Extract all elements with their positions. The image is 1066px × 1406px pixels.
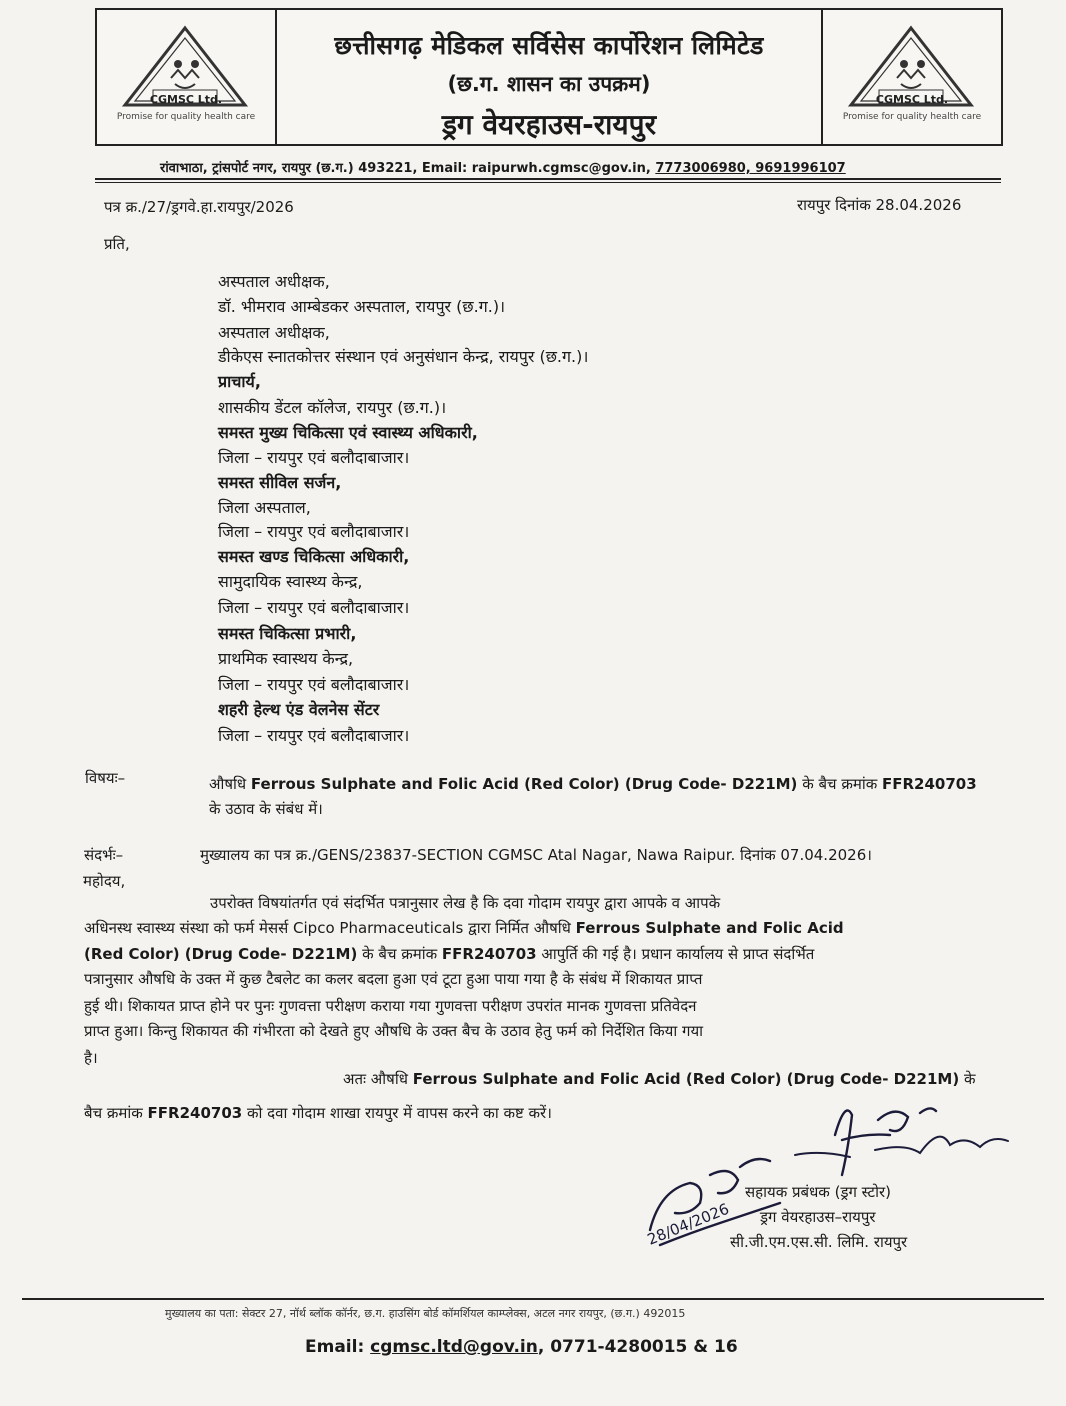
recipient-line: शासकीय डेंटल कॉलेज, रायपुर (छ.ग.)।	[218, 398, 447, 417]
recipient-line: समस्त खण्ड चिकित्सा अधिकारी,	[218, 547, 410, 566]
batch-number: FFR240703	[441, 945, 537, 963]
body-line	[343, 1069, 976, 1089]
recipient-line: प्राचार्य,	[218, 372, 261, 391]
to-label: प्रति,	[104, 235, 130, 253]
hq-address: मुख्यालय का पता: सेक्टर 27, नॉर्थ ब्लॉक कॉर्नर, छ.ग. हाउसिंग बोर्ड कॉमर्शियल काम्प्लेक्स, अटल नगर रायपुर, (छ.ग.) 492015	[165, 1307, 686, 1320]
logo-tagline: Promise for quality health care	[842, 112, 982, 122]
logo-left	[97, 10, 277, 144]
recipient-line: प्राथमिक स्वास्थय केन्द्र,	[218, 649, 354, 668]
recipient-line: अस्पताल अधीक्षक,	[218, 272, 330, 291]
batch-number: FFR240703	[882, 775, 977, 793]
logo-text: CGMSC Ltd.	[149, 93, 223, 106]
email-label: Email:	[305, 1337, 371, 1357]
unit-title: ड्रग वेयरहाउस-रायपुर	[441, 108, 657, 141]
body-text: के बैच क्रमांक	[357, 945, 442, 963]
address-line	[160, 158, 846, 176]
signatory-org: सी.जी.एम.एस.सी. लिमि. रायपुर	[730, 1233, 908, 1251]
body-line: उपरोक्त विषयांतर्गत एवं संदर्भित पत्रानुसार लेख है कि दवा गोदाम रायपुर द्वारा आपके व आपके	[210, 894, 721, 912]
reference-label: संदर्भः–	[84, 846, 124, 864]
svg-text:28/04/2026: 28/04/2026	[644, 1199, 732, 1249]
logo-tagline: Promise for quality health care	[116, 112, 256, 122]
recipient-line: जिला अस्पताल,	[218, 498, 311, 517]
footer-phones: , 0771-4280015 & 16	[537, 1337, 738, 1357]
subject-line-1	[209, 774, 977, 794]
body-text: अधिनस्थ स्वास्थ्य संस्था को फर्म मेसर्स Cipco Pharmaceuticals द्वारा निर्मित औषधि	[84, 919, 576, 937]
body-text: अतः औषधि	[343, 1070, 413, 1088]
drug-name: Ferrous Sulphate and Folic Acid	[575, 919, 844, 937]
footer-rule	[22, 1298, 1044, 1300]
recipient-line: जिला – रायपुर एवं बलौदाबाजार।	[218, 726, 410, 745]
org-subtitle: (छ.ग. शासन का उपक्रम)	[447, 72, 651, 96]
recipient-line: जिला – रायपुर एवं बलौदाबाजार।	[218, 522, 410, 541]
body-line: पत्रानुसार औषधि के उक्त में कुछ टैबलेट का कलर बदला हुआ एवं टूटा हुआ पाया गया है के संबंध में शिकायत प्राप्त	[84, 970, 703, 988]
recipient-line: जिला – रायपुर एवं बलौदाबाजार।	[218, 448, 410, 467]
body-text: के	[959, 1070, 976, 1088]
body-text: आपुर्ति की गई है। प्रधान कार्यालय से प्राप्त संदर्भित	[536, 945, 815, 963]
recipient-line: जिला – रायपुर एवं बलौदाबाजार।	[218, 598, 410, 617]
body-line: है।	[84, 1049, 98, 1067]
signatory-unit: ड्रग वेयरहाउस–रायपुर	[760, 1208, 876, 1226]
logo-text: CGMSC Ltd.	[875, 93, 949, 106]
phone-numbers: 7773006980, 9691996107	[655, 161, 846, 176]
recipient-line: समस्त चिकित्सा प्रभारी,	[218, 624, 357, 643]
body-line	[84, 944, 814, 964]
drug-name: Ferrous Sulphate and Folic Acid (Red Color) (Drug Code- D221M)	[412, 1070, 960, 1088]
subject-text: के बैच क्रमांक	[797, 775, 882, 793]
drug-name: Ferrous Sulphate and Folic Acid (Red Color) (Drug Code- D221M)	[250, 775, 798, 793]
signatory-designation: सहायक प्रबंधक (ड्रग स्टोर)	[745, 1183, 891, 1201]
salutation: महोदय,	[83, 872, 126, 890]
logo-right	[821, 10, 1001, 144]
subject-label: विषयः–	[85, 769, 126, 787]
footer-email: cgmsc.ltd@gov.in	[370, 1337, 538, 1357]
recipient-line: डॉ. भीमराव आम्बेडकर अस्पताल, रायपुर (छ.ग.)।	[218, 297, 506, 316]
header-rule-thin	[95, 182, 1001, 183]
recipient-line: जिला – रायपुर एवं बलौदाबाजार।	[218, 675, 410, 694]
recipient-line: समस्त मुख्य चिकित्सा एवं स्वास्थ्य अधिकारी,	[218, 423, 478, 442]
org-title: छत्तीसगढ़ मेडिकल सर्विसेस कार्पोरेशन लिमिटेड	[334, 31, 764, 60]
body-line	[84, 918, 844, 938]
recipient-line: समस्त सीविल सर्जन,	[218, 473, 342, 492]
subject-text: औषधि	[209, 775, 251, 793]
footer-contact	[305, 1337, 738, 1357]
letter-date: रायपुर दिनांक 28.04.2026	[797, 196, 962, 214]
body-line: प्राप्त हुआ। किन्तु शिकायत की गंभीरता को देखते हुए औषधि के उक्त बैच के उठाव हेतु फर्म को निर्देशित किया गया	[84, 1022, 704, 1040]
recipient-line: शहरी हेल्थ एंड वेलनेस सेंटर	[218, 700, 380, 719]
letterhead-box	[95, 8, 1003, 146]
recipient-line: डीकेएस स्नातकोत्तर संस्थान एवं अनुसंधान केन्द्र, रायपुर (छ.ग.)।	[218, 347, 589, 366]
recipient-line: सामुदायिक स्वास्थ्य केन्द्र,	[218, 572, 363, 591]
body-line: हुई थी। शिकायत प्राप्त होने पर पुनः गुणवत्ता परीक्षण कराया गया गुणवत्ता परीक्षण उपरांत मानक गुणवत्ता प्रतिवेदन	[84, 997, 697, 1015]
letter-number: पत्र क्र./27/ड्रगवे.हा.रायपुर/2026	[104, 198, 294, 216]
drug-name: (Red Color) (Drug Code- D221M)	[84, 945, 358, 963]
reference-text: मुख्यालय का पत्र क्र./GENS/23837-SECTION CGMSC Atal Nagar, Nawa Raipur. दिनांक 07.04.2026।	[200, 846, 872, 864]
header-rule	[95, 178, 1001, 180]
body-text: को दवा गोदाम शाखा रायपुर में वापस करने का कष्ट करें।	[242, 1104, 552, 1122]
subject-line-2: के उठाव के संबंध में।	[209, 800, 323, 818]
body-line	[84, 1103, 552, 1123]
address-text: रांवाभाठा, ट्रांसपोर्ट नगर, रायपुर (छ.ग.) 493221, Email: raipurwh.cgmsc@gov.in,	[160, 161, 656, 176]
recipient-line: अस्पताल अधीक्षक,	[218, 323, 330, 342]
batch-number: FFR240703	[147, 1104, 243, 1122]
body-text: बैच क्रमांक	[84, 1104, 148, 1122]
